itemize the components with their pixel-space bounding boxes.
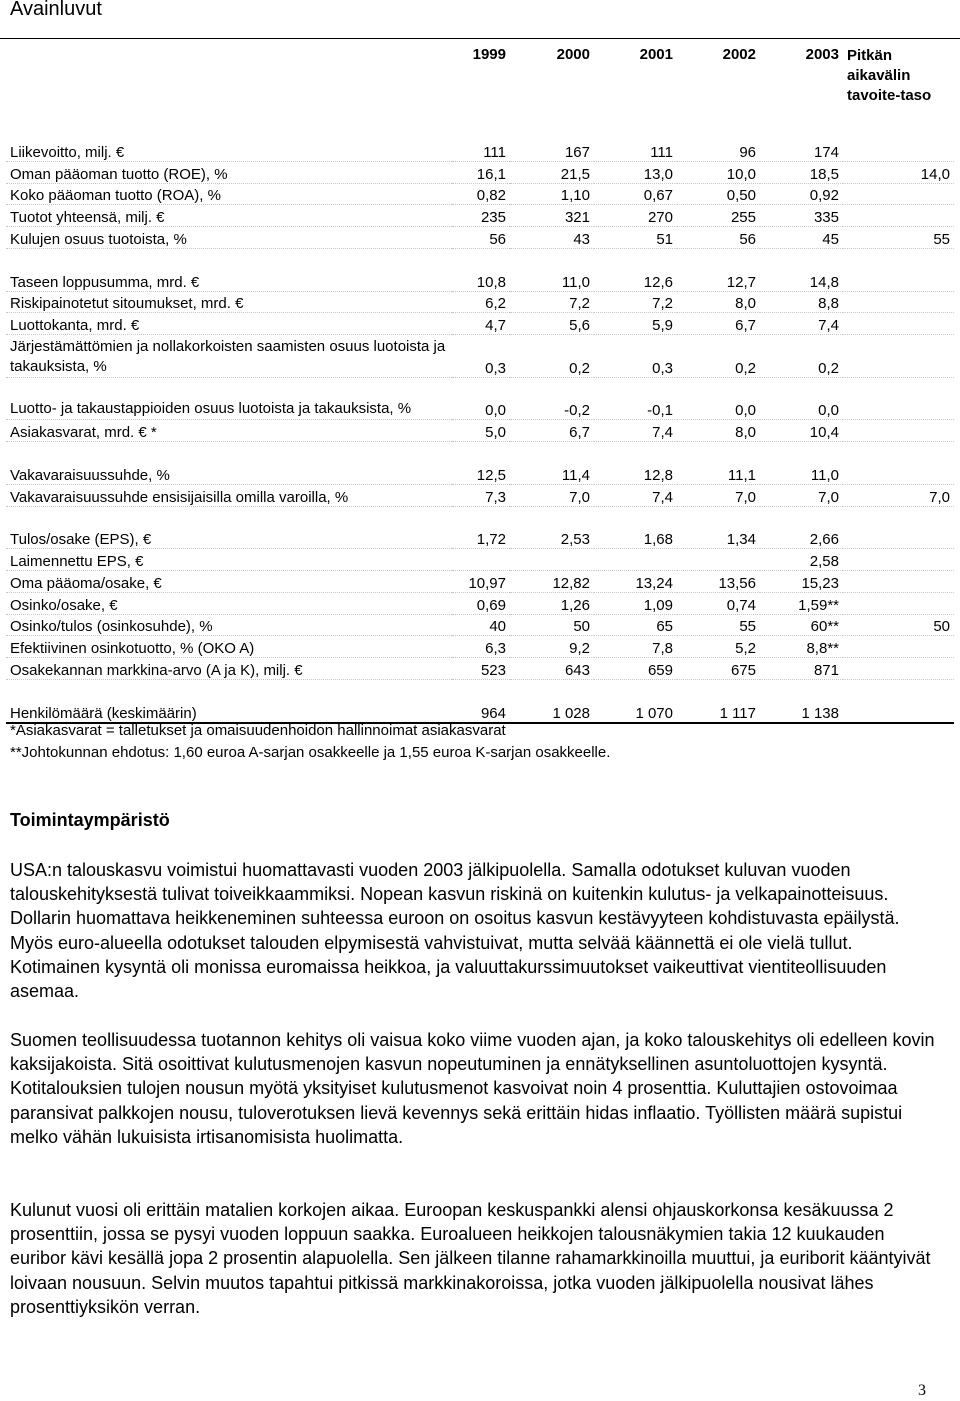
paragraph: Suomen teollisuudessa tuotannon kehitys oli vaisua koko viime vuoden ajan, ja koko talouskehitys oli edelleen kovin kaksijakoista. Sitä osoittivat kulutusmenojen kasvun nopeutuminen ja ennätyksellinen asuntoluottojen kysyntä. Kotitalouksien tulojen nousun myötä yksityiset kulutusmenot kasvoivat noin 4 prosenttia. Kuluttajien ostovoimaa paransivat palkkojen nousu, tuloverotuksen lievä kevennys sekä erittäin hidas inflaatio. Työllisten määrä supistui melko vähän lukuisista irtisanomisista huolimatta. <box>10 1030 935 1147</box>
spacer-cell <box>594 248 677 269</box>
value-cell: 7,4 <box>760 313 843 335</box>
table-row <box>6 484 954 506</box>
value-cell: 270 <box>594 205 677 227</box>
paragraph: USA:n talouskasvu voimistui huomattavasti vuoden 2003 jälkipuolella. Samalla odotukset kuluvan vuoden talouskehityksestä tulivat toiveikkaammiksi. Nopean kasvun riskinä on kuitenkin kulutus- ja velkapainotteisuus. Dollarin huomattava heikkeneminen suhteessa euroon on osoitus kasvun kestävyyteen kohdistuvasta epäilystä. Myös euro-alueella odotukset talouden elpymisestä vahvistuivat, mutta selvää käännettä ei ole vielä tullut. Kotimainen kysyntä oli monissa euromaissa heikkoa, ja valuuttakurssimuutokset vaikeuttivat vientiteollisuuden asemaa. <box>10 860 900 1002</box>
value-cell: 0,0 <box>677 377 760 420</box>
spacer-cell <box>677 248 760 269</box>
row-label: Osinko/osake, € <box>6 592 452 614</box>
value-cell: 16,1 <box>452 161 510 183</box>
spacer-cell <box>594 679 677 700</box>
goal-cell <box>843 549 954 571</box>
spacer-cell <box>843 679 954 700</box>
value-cell: 7,4 <box>594 484 677 506</box>
row-label: Vakavaraisuussuhde ensisijaisilla omilla varoilla, % <box>6 484 452 506</box>
value-cell: 51 <box>594 227 677 249</box>
table-row <box>6 227 954 249</box>
goal-cell <box>843 592 954 614</box>
goal-cell <box>843 463 954 484</box>
goal-cell: 55 <box>843 227 954 249</box>
value-cell: 12,82 <box>510 570 594 592</box>
table-row <box>6 205 954 227</box>
value-cell: 871 <box>760 658 843 680</box>
row-label: Taseen loppusumma, mrd. € <box>6 270 452 291</box>
goal-cell <box>843 205 954 227</box>
value-cell: 7,4 <box>594 420 677 442</box>
value-cell: 0,0 <box>760 377 843 420</box>
row-label: Järjestämättömien ja nollakorkoisten saamisten osuus luotoista ja takauksista, % <box>6 335 452 378</box>
value-cell: 8,8 <box>760 291 843 313</box>
value-cell <box>594 549 677 571</box>
value-cell: 0,2 <box>677 335 760 378</box>
value-cell: 1,68 <box>594 527 677 548</box>
value-cell: 11,4 <box>510 463 594 484</box>
value-cell: 8,0 <box>677 291 760 313</box>
value-cell: 7,2 <box>594 291 677 313</box>
value-cell: 0,2 <box>760 335 843 378</box>
row-label: Kulujen osuus tuotoista, % <box>6 227 452 249</box>
header-cell: 1999 <box>472 46 506 63</box>
value-cell: 174 <box>760 140 843 161</box>
value-cell: 12,6 <box>594 270 677 291</box>
value-cell: 11,1 <box>677 463 760 484</box>
table-row <box>6 377 954 420</box>
value-cell: 0,3 <box>594 335 677 378</box>
spacer-cell <box>760 679 843 700</box>
table-row <box>6 658 954 680</box>
goal-cell <box>843 420 954 442</box>
value-cell: 1,10 <box>510 183 594 205</box>
value-cell: 0,67 <box>594 183 677 205</box>
spacer-cell <box>452 442 510 463</box>
goal-cell <box>843 183 954 205</box>
spacer-cell <box>452 248 510 269</box>
page-number: 3 <box>918 1382 926 1399</box>
value-cell: 13,0 <box>594 161 677 183</box>
spacer-cell <box>677 679 760 700</box>
value-cell: 1,72 <box>452 527 510 548</box>
value-cell: 11,0 <box>760 463 843 484</box>
table-row <box>6 592 954 614</box>
spacer-cell <box>594 506 677 527</box>
goal-cell <box>843 140 954 161</box>
value-cell: 6,7 <box>677 313 760 335</box>
spacer-cell <box>760 248 843 269</box>
value-cell: 60** <box>760 614 843 636</box>
value-cell: 7,0 <box>510 484 594 506</box>
goal-cell <box>843 570 954 592</box>
value-cell: 2,53 <box>510 527 594 548</box>
spacer-cell <box>760 442 843 463</box>
value-cell: 5,6 <box>510 313 594 335</box>
spacer-cell <box>594 442 677 463</box>
goal-cell <box>843 335 954 378</box>
key-figures-table <box>6 40 954 724</box>
value-cell: 13,56 <box>677 570 760 592</box>
value-cell: 523 <box>452 658 510 680</box>
row-label: Osinko/tulos (osinkosuhde), % <box>6 614 452 636</box>
value-cell: 65 <box>594 614 677 636</box>
table-row <box>6 270 954 291</box>
value-cell: 1 138 <box>760 701 843 723</box>
table-row <box>6 527 954 548</box>
goal-cell: 50 <box>843 614 954 636</box>
value-cell: 12,5 <box>452 463 510 484</box>
value-cell: 255 <box>677 205 760 227</box>
value-cell: 111 <box>452 140 510 161</box>
value-cell: 964 <box>452 701 510 723</box>
header-cell <box>6 40 452 140</box>
value-cell: 5,0 <box>452 420 510 442</box>
value-cell: 0,82 <box>452 183 510 205</box>
title-divider <box>0 38 960 39</box>
value-cell: -0,2 <box>510 377 594 420</box>
spacer-cell <box>843 442 954 463</box>
spacer-cell <box>6 442 452 463</box>
goal-cell: 14,0 <box>843 161 954 183</box>
row-label: Luottokanta, mrd. € <box>6 313 452 335</box>
header-cell: 2002 <box>722 46 756 63</box>
value-cell: 8,8** <box>760 636 843 658</box>
value-cell: 167 <box>510 140 594 161</box>
table-row <box>6 614 954 636</box>
value-cell: 6,3 <box>452 636 510 658</box>
goal-cell: 7,0 <box>843 484 954 506</box>
value-cell: 14,8 <box>760 270 843 291</box>
table-row <box>6 420 954 442</box>
row-label: Riskipainotetut sitoumukset, mrd. € <box>6 291 452 313</box>
value-cell: 10,8 <box>452 270 510 291</box>
row-label: Tuotot yhteensä, milj. € <box>6 205 452 227</box>
spacer-cell <box>677 442 760 463</box>
value-cell: 56 <box>452 227 510 249</box>
value-cell <box>510 549 594 571</box>
row-label: Vakavaraisuussuhde, % <box>6 463 452 484</box>
spacer-cell <box>452 679 510 700</box>
table-spacer-row <box>6 679 954 700</box>
table-spacer-row <box>6 442 954 463</box>
header-cell-goal: Pitkän aikavälin tavoite-taso <box>847 47 932 104</box>
value-cell: 0,3 <box>452 335 510 378</box>
goal-cell <box>843 377 954 420</box>
table-row <box>6 291 954 313</box>
spacer-cell <box>677 506 760 527</box>
row-label: Oma pääoma/osake, € <box>6 570 452 592</box>
spacer-cell <box>6 506 452 527</box>
value-cell: 12,7 <box>677 270 760 291</box>
row-label: Laimennettu EPS, € <box>6 549 452 571</box>
row-label: Osakekannan markkina-arvo (A ja K), milj. € <box>6 658 452 680</box>
value-cell: 5,2 <box>677 636 760 658</box>
value-cell: 7,2 <box>510 291 594 313</box>
page-title: Avainluvut <box>10 0 102 20</box>
spacer-cell <box>760 506 843 527</box>
table-row <box>6 570 954 592</box>
value-cell: 6,7 <box>510 420 594 442</box>
header-cell: 2000 <box>556 46 590 63</box>
value-cell: 7,8 <box>594 636 677 658</box>
value-cell: 56 <box>677 227 760 249</box>
table-header-row <box>6 40 954 140</box>
row-label: Henkilömäärä (keskimäärin) <box>6 701 452 723</box>
table-spacer-row <box>6 506 954 527</box>
row-label: Tulos/osake (EPS), € <box>6 527 452 548</box>
value-cell: 643 <box>510 658 594 680</box>
value-cell: 7,0 <box>760 484 843 506</box>
table-row <box>6 161 954 183</box>
value-cell: 10,97 <box>452 570 510 592</box>
value-cell: 1,26 <box>510 592 594 614</box>
value-cell: 335 <box>760 205 843 227</box>
value-cell: 11,0 <box>510 270 594 291</box>
value-cell: 1 028 <box>510 701 594 723</box>
spacer-cell <box>510 248 594 269</box>
row-label: Koko pääoman tuotto (ROA), % <box>6 183 452 205</box>
value-cell: 2,66 <box>760 527 843 548</box>
footnote: **Johtokunnan ehdotus: 1,60 euroa A-sarjan osakkeelle ja 1,55 euroa K-sarjan osakkeelle. <box>10 744 611 761</box>
table-row <box>6 549 954 571</box>
goal-cell <box>843 701 954 723</box>
value-cell: 10,4 <box>760 420 843 442</box>
row-label: Efektiivinen osinkotuotto, % (OKO A) <box>6 636 452 658</box>
value-cell: 1,09 <box>594 592 677 614</box>
value-cell: 50 <box>510 614 594 636</box>
value-cell: 1 117 <box>677 701 760 723</box>
value-cell: 13,24 <box>594 570 677 592</box>
row-label: Luotto- ja takaustappioiden osuus luotoista ja takauksista, % <box>6 377 452 420</box>
table-row <box>6 335 954 378</box>
table-row <box>6 140 954 161</box>
goal-cell <box>843 527 954 548</box>
spacer-cell <box>510 506 594 527</box>
value-cell: 96 <box>677 140 760 161</box>
value-cell: 0,0 <box>452 377 510 420</box>
table-row <box>6 183 954 205</box>
value-cell: 7,3 <box>452 484 510 506</box>
goal-cell <box>843 636 954 658</box>
value-cell: 5,9 <box>594 313 677 335</box>
table-row <box>6 463 954 484</box>
footnote: *Asiakasvarat = talletukset ja omaisuudenhoidon hallinnoimat asiakasvarat <box>10 722 506 739</box>
row-label: Oman pääoman tuotto (ROE), % <box>6 161 452 183</box>
value-cell: 675 <box>677 658 760 680</box>
value-cell: 0,74 <box>677 592 760 614</box>
value-cell: 4,7 <box>452 313 510 335</box>
value-cell: 0,50 <box>677 183 760 205</box>
goal-cell <box>843 313 954 335</box>
value-cell: 1,34 <box>677 527 760 548</box>
value-cell: 0,69 <box>452 592 510 614</box>
value-cell: 45 <box>760 227 843 249</box>
section-heading: Toimintaympäristö <box>10 810 170 830</box>
spacer-cell <box>843 506 954 527</box>
value-cell: 111 <box>594 140 677 161</box>
spacer-cell <box>6 248 452 269</box>
value-cell: 8,0 <box>677 420 760 442</box>
value-cell: 18,5 <box>760 161 843 183</box>
value-cell: 0,92 <box>760 183 843 205</box>
value-cell: 9,2 <box>510 636 594 658</box>
paragraph: Kulunut vuosi oli erittäin matalien korkojen aikaa. Euroopan keskuspankki alensi ohjauskorkonsa kesäkuussa 2 prosenttiin, jossa se pysyi vuoden loppuun saakka. Euroalueen heikkojen talousnäkymien takia 12 kuukauden euribor kävi kesällä jopa 2 prosentin alapuolella. Sen jälkeen tilanne rahamarkkinoilla muuttui, ja euriborit kääntyivät loivaan nousuun. Selvin muutos tapahtui pitkissä markkinakoroissa, jotka vuoden jälkipuolella nousivat lähes prosenttiyksikön verran. <box>10 1200 931 1317</box>
value-cell <box>677 549 760 571</box>
spacer-cell <box>843 248 954 269</box>
value-cell: 235 <box>452 205 510 227</box>
row-label: Liikevoitto, milj. € <box>6 140 452 161</box>
table-row <box>6 313 954 335</box>
value-cell: 0,2 <box>510 335 594 378</box>
value-cell: 659 <box>594 658 677 680</box>
footnotes <box>10 720 610 764</box>
value-cell: 12,8 <box>594 463 677 484</box>
value-cell: 55 <box>677 614 760 636</box>
spacer-cell <box>510 679 594 700</box>
value-cell: 40 <box>452 614 510 636</box>
table-body <box>6 140 954 723</box>
value-cell: -0,1 <box>594 377 677 420</box>
value-cell: 6,2 <box>452 291 510 313</box>
row-label: Asiakasvarat, mrd. € * <box>6 420 452 442</box>
spacer-cell <box>6 679 452 700</box>
goal-cell <box>843 270 954 291</box>
value-cell: 10,0 <box>677 161 760 183</box>
value-cell: 321 <box>510 205 594 227</box>
value-cell: 43 <box>510 227 594 249</box>
header-cell: 2003 <box>805 46 839 63</box>
goal-cell <box>843 291 954 313</box>
value-cell: 21,5 <box>510 161 594 183</box>
spacer-cell <box>510 442 594 463</box>
table-spacer-row <box>6 248 954 269</box>
value-cell <box>452 549 510 571</box>
value-cell: 7,0 <box>677 484 760 506</box>
spacer-cell <box>452 506 510 527</box>
goal-cell <box>843 658 954 680</box>
value-cell: 15,23 <box>760 570 843 592</box>
value-cell: 1 070 <box>594 701 677 723</box>
value-cell: 2,58 <box>760 549 843 571</box>
value-cell: 1,59** <box>760 592 843 614</box>
table-row <box>6 636 954 658</box>
header-cell: 2001 <box>639 46 673 63</box>
